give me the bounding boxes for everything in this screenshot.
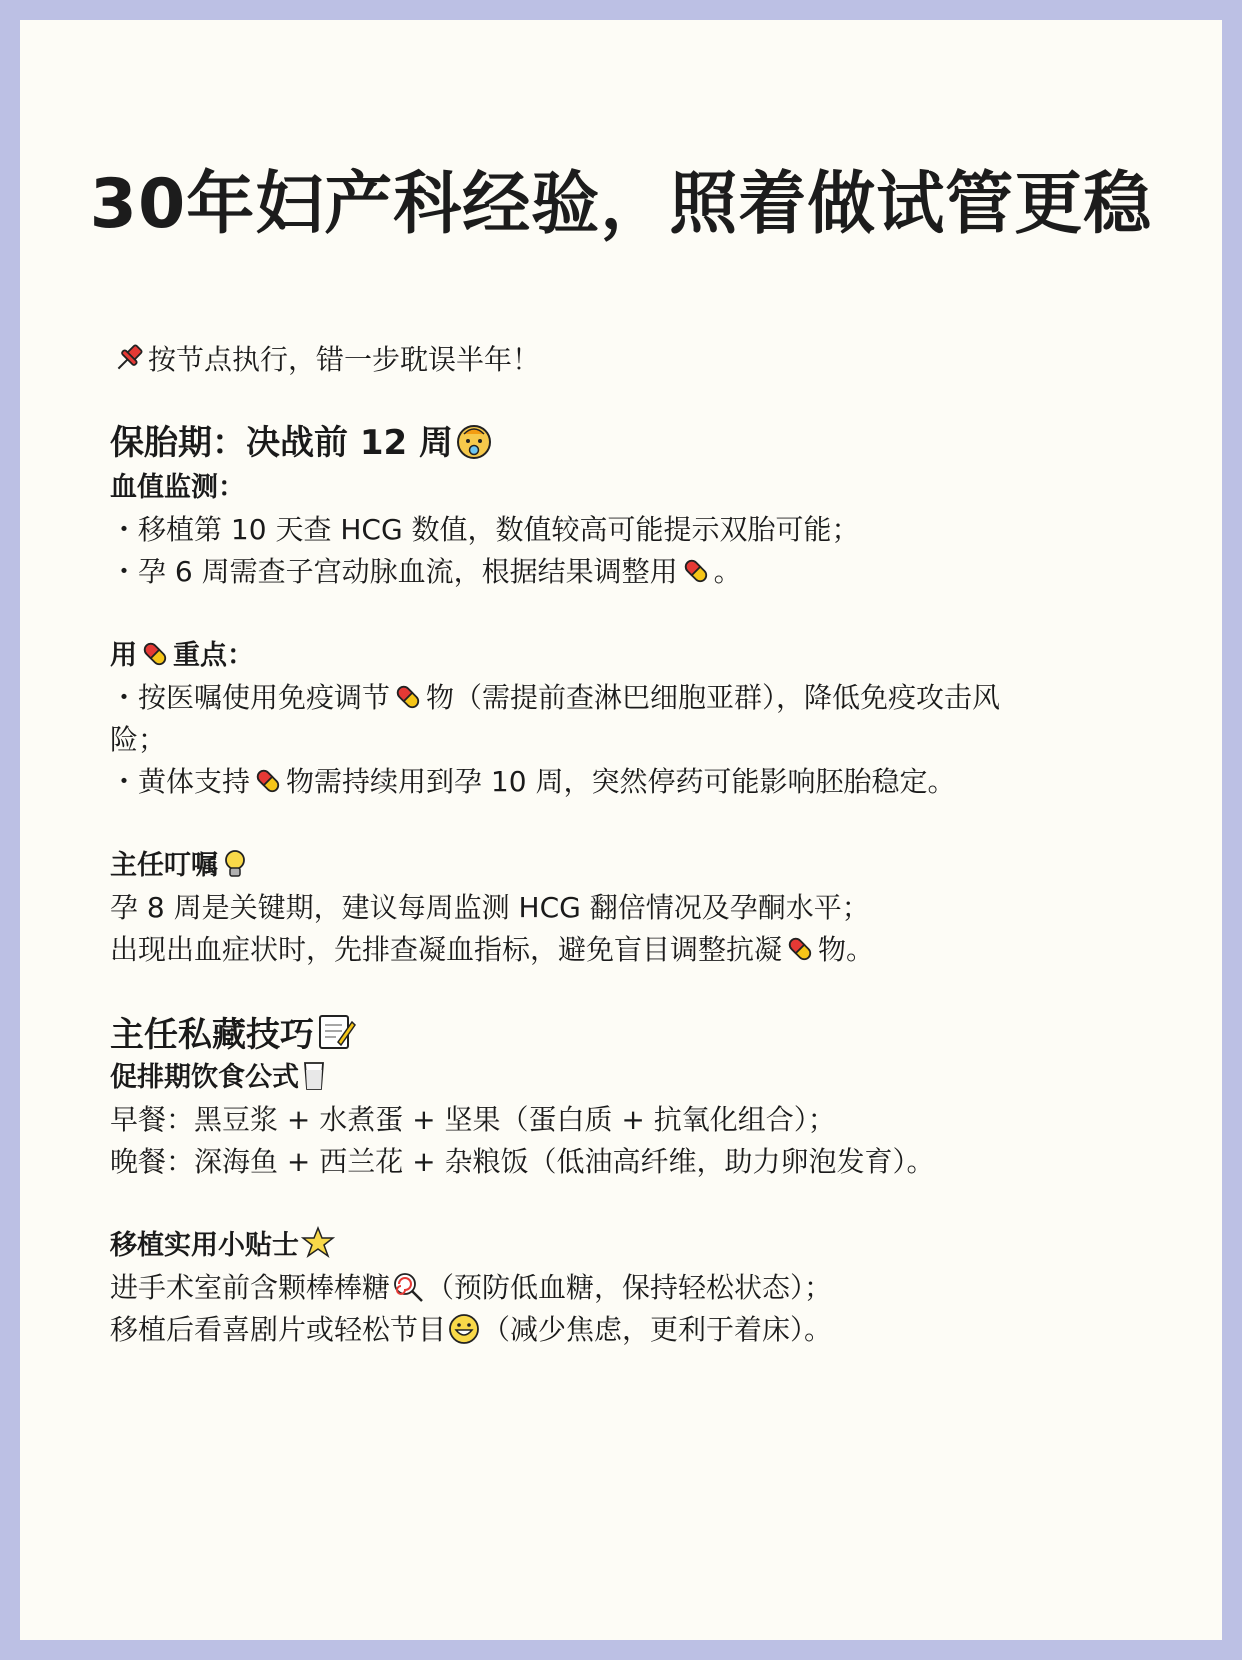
diet-subheading [110, 1058, 329, 1098]
med-sub-prefix: 用 [110, 640, 137, 671]
list-item [110, 678, 1000, 718]
list-item-text: 孕 6 周需查子宫动脉血流，根据结果调整用 [138, 555, 678, 588]
pill-icon [139, 638, 171, 670]
tips-subheading-text: 移植实用小贴士 [110, 1230, 299, 1261]
diet-line: 晚餐：深海鱼 + 西兰花 + 杂粮饭（低油高纤维，助力卵泡发育）。 [110, 1145, 935, 1178]
intro-text: 按节点执行，错一步耽误半年！ [148, 343, 541, 376]
advice-text: 出现出血症状时，先排查凝血指标，避免盲目调整抗凝 [110, 933, 783, 966]
tips-subheading [110, 1226, 337, 1266]
list-item-continuation: 险； [110, 723, 167, 756]
tips-text: 移植后看喜剧片或轻松节目 [110, 1313, 447, 1346]
milk-glass-icon [301, 1060, 327, 1092]
memo-icon [316, 1012, 356, 1052]
section2-heading [110, 1012, 358, 1055]
list-item [110, 552, 742, 592]
list-item-text-end: 。 [713, 555, 742, 588]
list-item: ・ 移植第 10 天查 HCG 数值，数值较高可能提示双胎可能； [110, 510, 860, 550]
grinning-face-icon [448, 1313, 480, 1345]
list-item-text: 黄体支持 [138, 765, 251, 798]
advice-line [110, 930, 874, 970]
pill-icon [392, 681, 424, 713]
tips-line [110, 1268, 832, 1308]
list-item-text-end: 物需持续用到孕 10 周，突然停药可能影响胚胎稳定。 [286, 765, 956, 798]
lollipop-icon [392, 1271, 424, 1303]
advice-line: 孕 8 周是关键期，建议每周监测 HCG 翻倍情况及孕酮水平； [110, 891, 870, 924]
baby-icon [455, 422, 493, 460]
list-item-text: 按医嘱使用免疫调节 [138, 681, 391, 714]
list-item-text-end: 物（需提前查淋巴细胞亚群），降低免疫攻击风 [426, 681, 1001, 714]
lightbulb-icon [220, 848, 250, 880]
tips-text: 进手术室前含颗棒棒糖 [110, 1271, 391, 1304]
med-subheading [110, 636, 254, 676]
tips-text-end: （预防低血糖，保持轻松状态）； [426, 1271, 833, 1304]
tips-text-end: （减少焦虑，更利于着床）。 [482, 1313, 833, 1346]
section2-heading-text: 主任私藏技巧 [110, 1015, 314, 1055]
sparkle-star-icon [301, 1226, 335, 1260]
pill-icon [680, 555, 712, 587]
med-sub-suffix: 重点： [173, 640, 254, 671]
blood-subheading: 血值监测： [110, 472, 245, 503]
page-title: 30年妇产科经验，照着做试管更稳 [89, 165, 1153, 244]
pushpin-icon [112, 341, 146, 375]
diet-subheading-text: 促排期饮食公式 [110, 1062, 299, 1093]
advice-subheading [110, 846, 252, 886]
intro-line [110, 340, 540, 380]
advice-subheading-text: 主任叮嘱 [110, 850, 218, 881]
pill-icon [252, 765, 284, 797]
section1-heading [110, 422, 495, 463]
advice-text-end: 物。 [818, 933, 875, 966]
tips-line [110, 1310, 832, 1350]
list-item [110, 762, 955, 802]
poster-card [20, 20, 1222, 1640]
section1-heading-text: 保胎期：决战前 12 周 [110, 423, 453, 463]
pill-icon [784, 933, 816, 965]
diet-line: 早餐：黑豆浆 + 水煮蛋 + 坚果（蛋白质 + 抗氧化组合）； [110, 1103, 836, 1136]
